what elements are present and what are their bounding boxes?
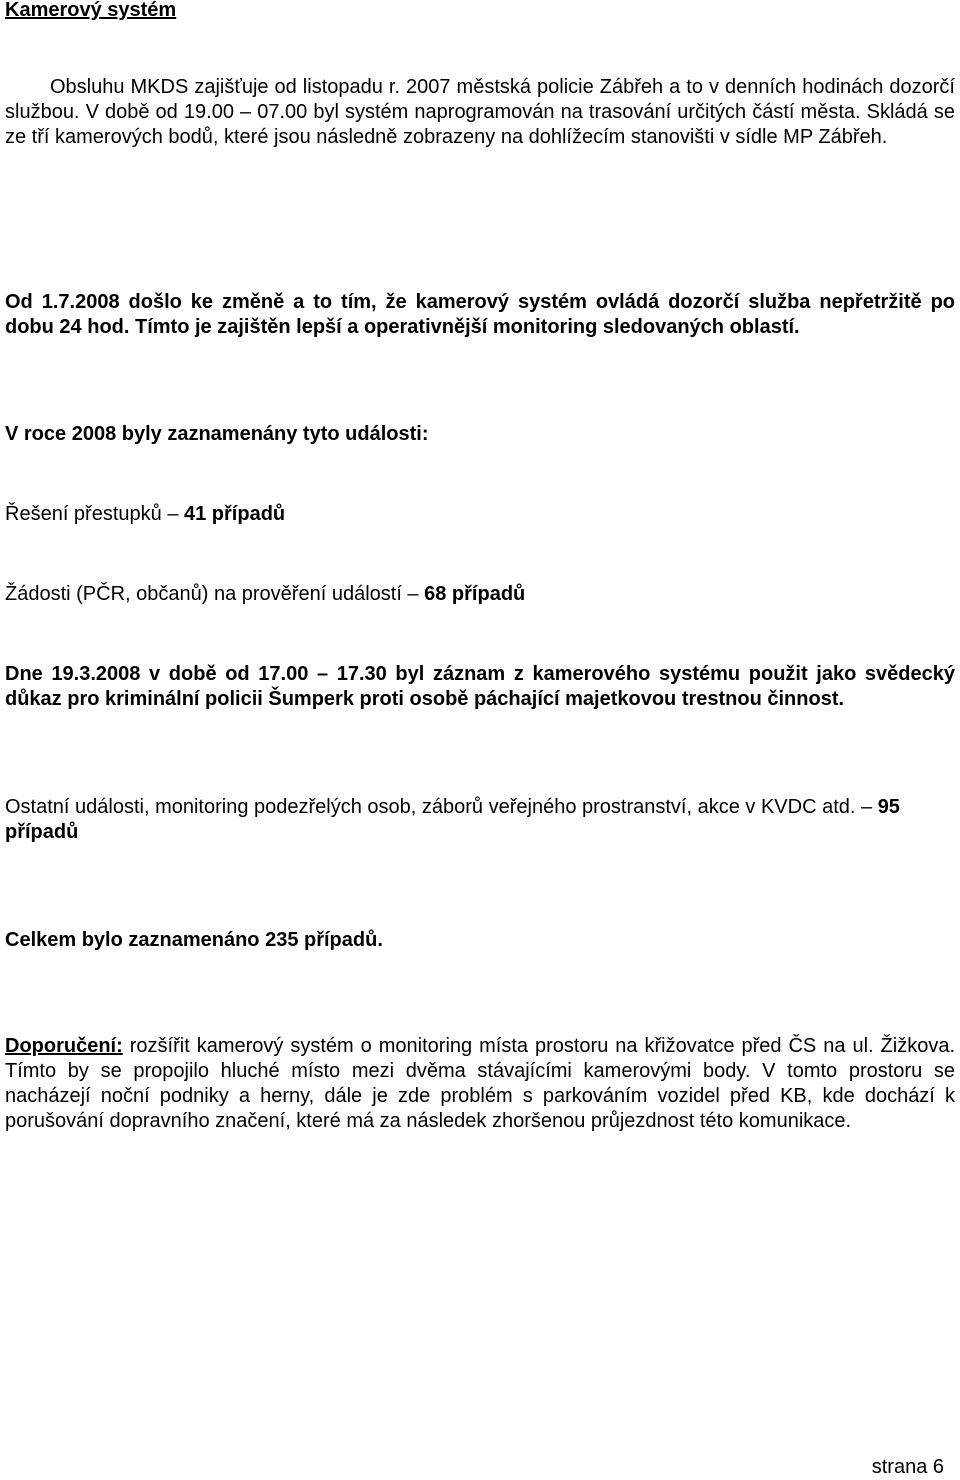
event-offences-label: Řešení přestupků – [5, 503, 184, 525]
other-events-label: Ostatní události, monitoring podezřelých osob, záborů veřejného prostranství, akce v KVDC atd. – [5, 796, 878, 818]
other-events-count: 95 případů [5, 796, 900, 843]
recommendation-paragraph [5, 1034, 955, 1134]
event-requests [5, 582, 955, 607]
event-requests-count: 68 případů [424, 583, 526, 605]
recommendation-text: rozšířit kamerový systém o monitoring místa prostoru na křižovatce před ČS na ul. Žižkova. Tímto by se propojilo hluché místo mezi dvěma stávajícími kamerovými body. V tomto prostoru se nacházejí noční podniky a herny, dále je zde problém s parkováním vozidel před KB, kde dochází k porušování dopravního značení, které má za následek zhoršenou průjezdnost této komunikace. [5, 1035, 955, 1132]
intro-paragraph: Obsluhu MKDS zajišťuje od listopadu r. 2007 městská policie Zábřeh a to v denních hodinách dozorčí službou. V době od 19.00 – 07.00 byl systém naprogramován na trasování určitých částí města. Skládá se ze tří kamerových bodů, které jsou následně zobrazeny na dohlížecím stanovišti v sídle MP Zábřeh. [5, 76, 955, 148]
page-number: strana 6 [871, 1456, 944, 1478]
event-offences-count: 41 případů [184, 503, 286, 525]
change-paragraph: Od 1.7.2008 došlo ke změně a to tím, že kamerový systém ovládá dozorčí služba nepřetržitě po dobu 24 hod. Tímto je zajištěn lepší a operativnější monitoring sledovaných oblastí. [5, 291, 955, 338]
other-events-paragraph [5, 795, 955, 845]
event-offences [5, 502, 955, 527]
event-requests-label: Žádosti (PČR, občanů) na prověření událostí – [5, 583, 425, 605]
total-summary: Celkem bylo zaznamenáno 235 případů. [5, 929, 383, 951]
recommendation-label: Doporučení: [5, 1035, 123, 1057]
page-title: Kamerový systém [5, 0, 177, 21]
events-heading: V roce 2008 byly zaznamenány tyto události: [5, 423, 429, 445]
evidence-paragraph: Dne 19.3.2008 v době od 17.00 – 17.30 byl záznam z kamerového systému použit jako svědecký důkaz pro kriminální policii Šumperk proti osobě páchající majetkovou trestnou činnost. [5, 663, 955, 710]
